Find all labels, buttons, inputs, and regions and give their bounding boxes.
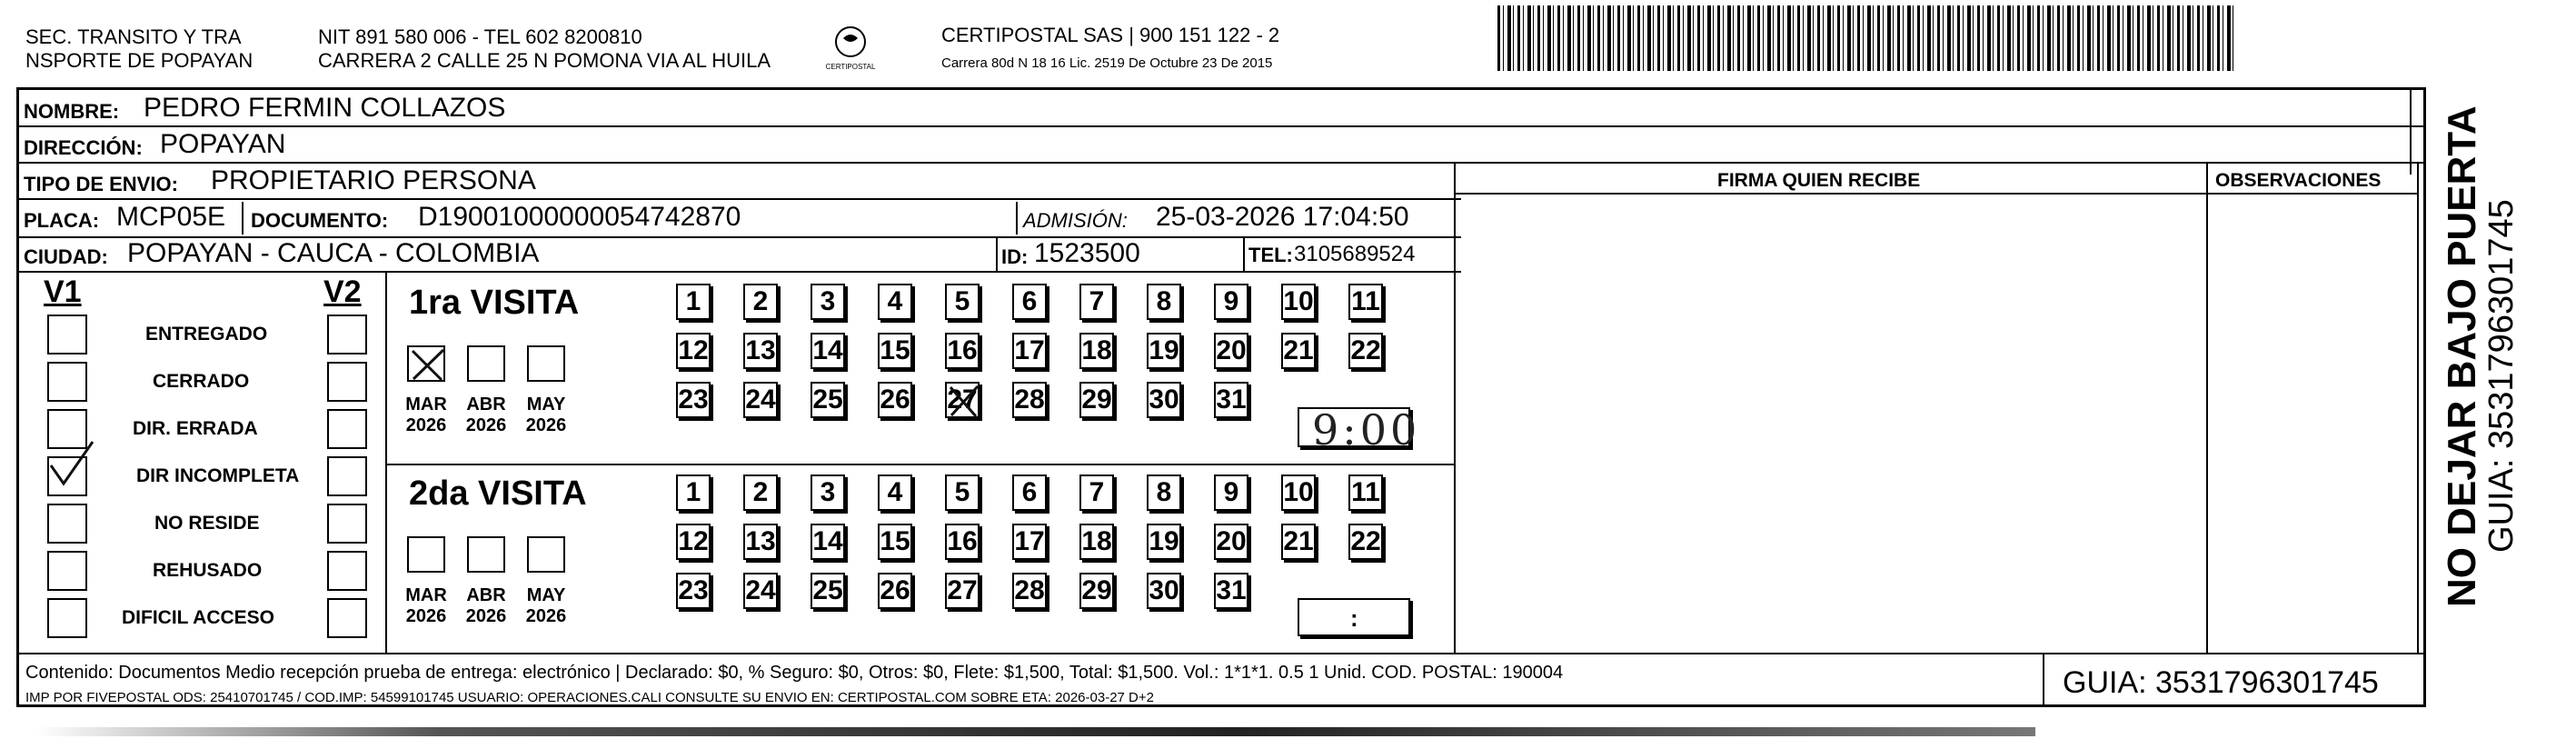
day-number: 3 [820, 286, 836, 316]
org-line-1: SEC. TRANSITO Y TRA [25, 25, 242, 48]
admision-value: 25-03-2026 17:04:50 [1156, 202, 1409, 232]
day-box[interactable] [878, 573, 912, 609]
tipo-value: PROPIETARIO PERSONA [211, 165, 536, 195]
day-box[interactable] [1214, 573, 1248, 609]
first-visit-time-handwritten: 9:00 [1312, 405, 1421, 454]
month-name: MAR [405, 394, 447, 414]
day-number: 21 [1283, 335, 1314, 365]
day-box[interactable] [1281, 474, 1316, 511]
day-box[interactable] [1012, 474, 1047, 511]
placa-value: MCP05E [116, 202, 226, 232]
day-box[interactable] [945, 284, 980, 320]
direccion-value: POPAYAN [160, 129, 286, 159]
day-number: 15 [880, 526, 910, 556]
day-box[interactable] [1079, 474, 1114, 511]
documento-label: DOCUMENTO: [251, 209, 389, 232]
day-number: 26 [880, 384, 910, 414]
month-name: MAY [526, 585, 566, 605]
tel-label: TEL: [1248, 244, 1293, 266]
status-v1-checkbox[interactable] [47, 598, 87, 638]
month-year: 2026 [525, 415, 567, 435]
day-number: 1 [685, 286, 701, 316]
receipt-header-line [1454, 193, 2417, 195]
day-box[interactable] [878, 382, 912, 418]
day-number: 31 [1216, 575, 1247, 605]
day-box[interactable] [743, 284, 778, 320]
day-number: 7 [1089, 286, 1105, 316]
status-v2-checkbox[interactable] [327, 315, 367, 355]
id-label: ID: [1001, 245, 1029, 268]
day-box[interactable] [1079, 573, 1114, 609]
ciudad-label: CIUDAD: [24, 245, 108, 268]
day-number: 6 [1021, 286, 1038, 316]
status-v2-checkbox[interactable] [327, 409, 367, 449]
day-box[interactable] [676, 382, 711, 418]
month-label [459, 585, 513, 627]
month-name: MAY [526, 394, 566, 414]
day-box[interactable] [1348, 524, 1383, 560]
day-number: 8 [1156, 477, 1172, 507]
day-number: 21 [1283, 526, 1314, 556]
day-box[interactable] [945, 524, 980, 560]
day-number: 10 [1283, 477, 1314, 507]
day-box[interactable] [1214, 524, 1248, 560]
second-visit-time-placeholder: : [1350, 604, 1358, 632]
day-box[interactable] [811, 333, 845, 369]
first-visit-title: 1ra VISITA [409, 284, 580, 322]
month-year: 2026 [405, 415, 447, 435]
month-checkbox[interactable] [407, 536, 445, 573]
day-box[interactable] [676, 333, 711, 369]
day-number: 27 [947, 575, 978, 605]
status-v2-checkbox[interactable] [327, 504, 367, 544]
observaciones-left-border [2206, 162, 2208, 654]
day-box[interactable] [1281, 524, 1316, 560]
row-divider-5 [16, 271, 1461, 273]
nombre-label: NOMBRE: [24, 100, 120, 123]
day-box[interactable] [945, 474, 980, 511]
day-number: 23 [678, 384, 709, 414]
day-box[interactable] [1147, 573, 1181, 609]
month-checkbox[interactable] [527, 345, 565, 382]
month-label [519, 394, 573, 436]
day-box[interactable] [1147, 333, 1181, 369]
day-box[interactable] [1281, 333, 1316, 369]
placa-label: PLACA: [24, 209, 100, 232]
day-box[interactable] [878, 524, 912, 560]
day-box[interactable] [811, 382, 845, 418]
day-number: 2 [752, 477, 769, 507]
month-label [519, 585, 573, 627]
day-box[interactable] [1147, 284, 1181, 320]
status-divider [385, 273, 387, 653]
month-name: MAR [405, 585, 447, 605]
contenido-line: Contenido: Documentos Medio recepción prueba de entrega: electrónico | Declarado: $0, % Seguro: $0, Otros: $0, Flete: $1,500, Total: $1,500. Vol.: 1*1*1. 0.5 1 Unid. COD. POSTAL: 190004 [25, 663, 1564, 683]
day-box[interactable] [1348, 333, 1383, 369]
day-box[interactable] [743, 474, 778, 511]
day-box[interactable] [743, 524, 778, 560]
day-number: 13 [745, 335, 776, 365]
receipt-left-border [1454, 162, 1456, 654]
day-number: 28 [1014, 384, 1045, 414]
day-box[interactable] [1079, 284, 1114, 320]
day-number: 30 [1149, 384, 1179, 414]
month-name: ABR [466, 585, 506, 605]
day-box[interactable] [945, 573, 980, 609]
observaciones-header: OBSERVACIONES [2215, 170, 2382, 191]
day-number: 6 [1021, 477, 1038, 507]
tipo-label: TIPO DE ENVIO: [24, 173, 178, 195]
day-box[interactable] [1214, 284, 1248, 320]
day-box[interactable] [811, 573, 845, 609]
firma-header: FIRMA QUIEN RECIBE [1717, 170, 1921, 191]
day-number: 14 [812, 526, 843, 556]
day-box[interactable] [743, 573, 778, 609]
day-box[interactable] [743, 333, 778, 369]
license-line: Carrera 80d N 18 16 Lic. 2519 De Octubre 23 De 2015 [941, 55, 1273, 71]
row-divider-2 [16, 162, 2426, 164]
day-box[interactable] [1214, 474, 1248, 511]
second-visit-time-box[interactable] [1298, 598, 1410, 636]
day-number: 11 [1351, 286, 1380, 316]
month-year: 2026 [405, 606, 447, 626]
day-box[interactable] [1348, 284, 1383, 320]
month-checkbox[interactable] [467, 345, 505, 382]
day-number: 1 [685, 477, 701, 507]
month-year: 2026 [465, 415, 507, 435]
day-box[interactable] [1012, 524, 1047, 560]
day-number: 4 [887, 477, 903, 507]
row-divider-3 [16, 198, 1461, 200]
day-number: 23 [678, 575, 709, 605]
day-box[interactable] [878, 474, 912, 511]
second-visit-title: 2da VISITA [409, 474, 587, 513]
day-number: 15 [880, 335, 910, 365]
admision-divider [1016, 202, 1018, 235]
day-number: 24 [745, 384, 776, 414]
day-number: 26 [880, 575, 910, 605]
day-number: 19 [1149, 335, 1179, 365]
org-line-2: NSPORTE DE POPAYAN [25, 49, 254, 72]
day-number: 27 [947, 384, 978, 414]
day-number: 4 [887, 286, 903, 316]
placa-divider [242, 202, 244, 235]
row-divider-1 [16, 125, 2426, 127]
status-v2-checkbox[interactable] [327, 598, 367, 638]
month-year: 2026 [465, 606, 507, 626]
day-box[interactable] [1012, 382, 1047, 418]
day-box[interactable] [1147, 474, 1181, 511]
day-number: 17 [1014, 526, 1045, 556]
month-checkbox[interactable] [407, 345, 445, 382]
day-number: 2 [752, 286, 769, 316]
day-number: 13 [745, 526, 776, 556]
status-v1-checkbox[interactable] [47, 456, 87, 496]
day-number: 12 [678, 526, 709, 556]
side-warning: NO DEJAR BAJO PUERTA [2440, 105, 2484, 607]
status-label: DIFICIL ACCESO [122, 607, 275, 628]
admision-label: ADMISIÓN: [1023, 209, 1128, 232]
observaciones-right-border [2417, 162, 2419, 654]
day-number: 12 [678, 335, 709, 365]
day-number: 22 [1350, 335, 1381, 365]
day-box[interactable] [1079, 524, 1114, 560]
guia-box-divider [2043, 654, 2044, 707]
status-v1-checkbox[interactable] [47, 362, 87, 402]
direccion-label: DIRECCIÓN: [24, 136, 143, 159]
day-number: 19 [1149, 526, 1179, 556]
day-number: 16 [947, 335, 978, 365]
day-number: 18 [1081, 335, 1112, 365]
day-box[interactable] [1012, 573, 1047, 609]
day-number: 29 [1081, 384, 1112, 414]
day-box[interactable] [676, 524, 711, 560]
status-v2-checkbox[interactable] [327, 456, 367, 496]
logo-text: CERTIPOSTAL [825, 63, 876, 71]
day-box[interactable] [1079, 333, 1114, 369]
day-number: 28 [1014, 575, 1045, 605]
status-label: ENTREGADO [145, 324, 268, 345]
day-box[interactable] [1348, 474, 1383, 511]
day-number: 20 [1216, 526, 1247, 556]
day-box[interactable] [1214, 382, 1248, 418]
day-number: 11 [1351, 477, 1380, 507]
status-v2-checkbox[interactable] [327, 551, 367, 591]
status-label: REHUSADO [153, 560, 263, 581]
day-box[interactable] [676, 284, 711, 320]
day-box[interactable] [743, 382, 778, 418]
month-name: ABR [466, 394, 506, 414]
status-label: CERRADO [153, 371, 250, 392]
day-number: 10 [1283, 286, 1314, 316]
nombre-value: PEDRO FERMIN COLLAZOS [144, 93, 506, 123]
day-box[interactable] [878, 284, 912, 320]
documento-value: D19001000000054742870 [418, 202, 741, 232]
checkmark-icon [44, 438, 98, 493]
day-box[interactable] [1281, 284, 1316, 320]
day-number: 7 [1089, 477, 1105, 507]
status-v1-checkbox[interactable] [47, 504, 87, 544]
barcode [1497, 5, 2235, 71]
id-divider [996, 238, 998, 271]
day-box[interactable] [945, 382, 980, 418]
month-label [399, 394, 453, 436]
day-number: 18 [1081, 526, 1112, 556]
status-v1-checkbox[interactable] [47, 551, 87, 591]
day-number: 25 [812, 575, 843, 605]
guia-box: GUIA: 3531796301745 [2063, 665, 2379, 700]
status-label: DIR INCOMPLETA [136, 465, 300, 486]
certipostal-logo [825, 24, 876, 73]
day-number: 17 [1014, 335, 1045, 365]
day-number: 16 [947, 526, 978, 556]
ciudad-value: POPAYAN - CAUCA - COLOMBIA [127, 238, 540, 268]
visit-divider [385, 464, 1454, 465]
day-box[interactable] [1012, 284, 1047, 320]
day-box[interactable] [1147, 382, 1181, 418]
day-box[interactable] [1079, 382, 1114, 418]
day-box[interactable] [811, 524, 845, 560]
day-number: 30 [1149, 575, 1179, 605]
footer-divider [16, 653, 2426, 654]
day-number: 9 [1223, 477, 1239, 507]
status-label: DIR. ERRADA [133, 418, 258, 439]
company-line: CERTIPOSTAL SAS | 900 151 122 - 2 [941, 24, 1280, 46]
tel-divider [1243, 238, 1245, 271]
day-number: 3 [820, 477, 836, 507]
day-number: 25 [812, 384, 843, 414]
address-line: CARRERA 2 CALLE 25 N POMONA VIA AL HUILA [318, 49, 771, 72]
tel-value: 3105689524 [1294, 242, 1416, 266]
v2-header: V2 [323, 275, 362, 309]
day-number: 24 [745, 575, 776, 605]
day-box[interactable] [1214, 333, 1248, 369]
day-number: 31 [1216, 384, 1247, 414]
id-value: 1523500 [1034, 238, 1140, 268]
month-checkbox[interactable] [527, 536, 565, 573]
scan-edge-shadow [36, 727, 2035, 736]
month-label [399, 585, 453, 627]
day-number: 5 [954, 286, 970, 316]
first-visit-time-box[interactable] [1298, 405, 1421, 454]
day-box[interactable] [676, 573, 711, 609]
day-number: 5 [954, 477, 970, 507]
month-year: 2026 [525, 606, 567, 626]
day-number: 8 [1156, 286, 1172, 316]
v1-header: V1 [44, 275, 82, 309]
day-number: 29 [1081, 575, 1112, 605]
imp-line: IMP POR FIVEPOSTAL ODS: 25410701745 / COD.IMP: 54599101745 USUARIO: OPERACIONES.CALI CONSULTE SU ENVIO EN: CERTIPOSTAL.COM SOBRE ETA: 2026-03-27 D+2 [25, 690, 1154, 705]
day-box[interactable] [811, 284, 845, 320]
status-v1-checkbox[interactable] [47, 315, 87, 355]
status-label: NO RESIDE [154, 513, 260, 534]
day-number: 20 [1216, 335, 1247, 365]
month-label [459, 394, 513, 436]
day-number: 22 [1350, 526, 1381, 556]
status-v2-checkbox[interactable] [327, 362, 367, 402]
day-box[interactable] [1147, 524, 1181, 560]
month-checkbox[interactable] [467, 536, 505, 573]
day-box[interactable] [945, 333, 980, 369]
side-guia: GUIA: 3531796301745 [2482, 199, 2521, 553]
day-number: 14 [812, 335, 843, 365]
day-box[interactable] [811, 474, 845, 511]
day-box[interactable] [676, 474, 711, 511]
nit-line: NIT 891 580 006 - TEL 602 8200810 [318, 25, 642, 48]
day-box[interactable] [1012, 333, 1047, 369]
day-box[interactable] [878, 333, 912, 369]
day-number: 9 [1223, 286, 1239, 316]
